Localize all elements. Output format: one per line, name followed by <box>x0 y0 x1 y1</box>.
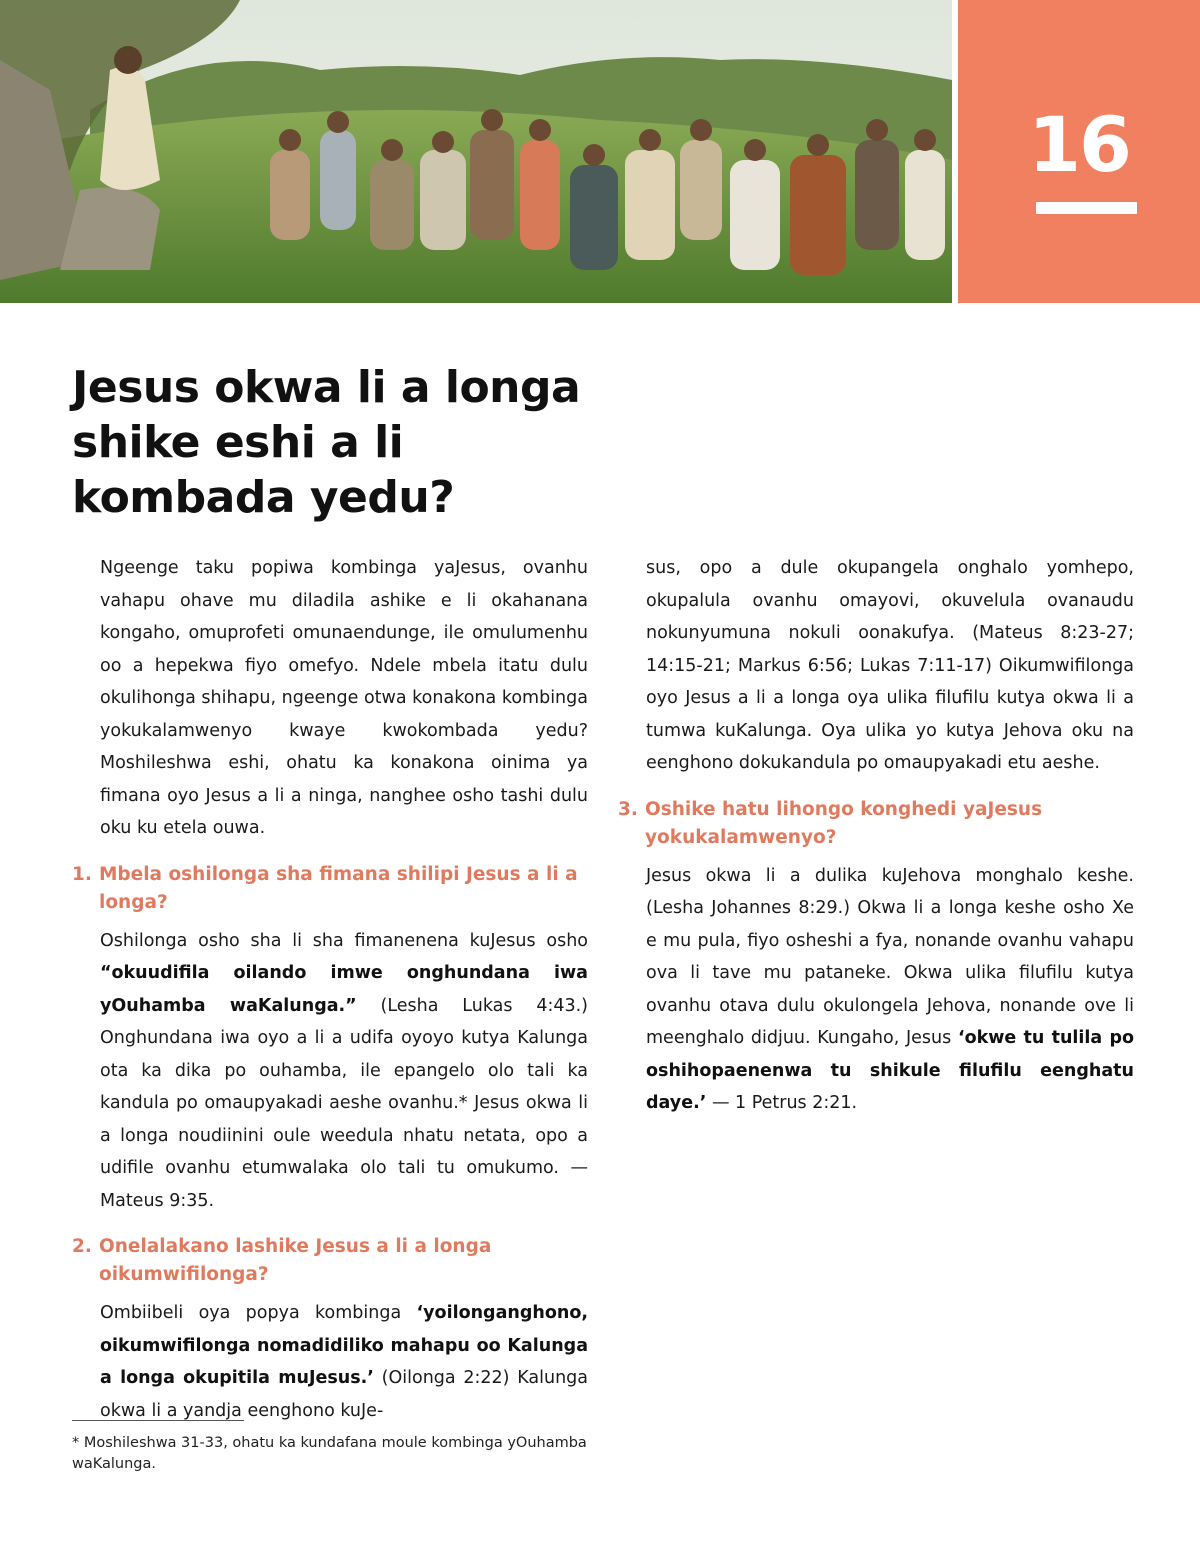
answer-1 <box>100 925 588 1218</box>
question-3 <box>618 796 1134 852</box>
answer-text: sus, opo a dule okupangela onghalo yomhepo, okupalula ovanhu omayovi, okuvelula ovanaudu nokunyumuna nokuli oonakufya. (Mateus 8:23-27; 14:15-21; Markus 6:56; Lukas 7:11-17) Oikumwifilonga oyo Jesus a li a longa oya ulika filufilu kutya okwa li a tumwa kuKalunga. Oya ulika yo kutya Jehova oku na eenghono dokukandula po omaupyakadi etu aeshe. <box>646 558 1134 773</box>
footnote: * Moshileshwa 31-33, ohatu ka kundafana moule kombinga yOuhamba waKalunga. <box>72 1435 587 1472</box>
header-photo <box>0 0 952 303</box>
answer-bold-quote: “okuudifila oilando imwe onghundana iwa yOuhamba waKalunga.” <box>100 963 588 1016</box>
question-text: Oshike hatu lihongo konghedi yaJesus yokukalamwenyo? <box>645 798 1043 848</box>
question-number: 3. <box>618 798 638 820</box>
jesus-teaching-crowd-illustration <box>0 0 952 303</box>
answer-text: Ombiibeli oya popya kombinga <box>100 1303 417 1323</box>
left-column <box>72 552 589 1427</box>
lesson-number-badge <box>958 0 1200 303</box>
answer-text: (Lesha Lukas 4:43.) Onghundana iwa oyo a li a udifa oyoyo kutya Kalunga ota ka dika po ouhamba, ile epangelo olo tali ka kandula po omaupyakadi aeshe ovanhu.* Jesus okwa li a longa noudiinini oule weedula nhatu netata, opo a udifile ovanhu etumwalaka olo tali tu omukumo. — Mateus 9:35. <box>100 995 589 1211</box>
answer-text: — 1 Petrus 2:21. <box>706 1093 858 1113</box>
answer-text: Jesus okwa li a dulika kuJehova monghalo keshe. (Lesha Johannes 8:29.) Okwa li a longa keshe osho Xe e mu pula, fiyo osheshi a fya, nonande ovanhu vahapu ova li tave mu pataneke. Okwa ulika filufilu kutya ovanhu otava dulu okulongela Jehova, nonande ove li meenghalo didjuu. Kungaho, Jesus <box>646 865 1134 1048</box>
answer-2-continued <box>646 552 1134 780</box>
footnote-divider <box>72 1420 244 1421</box>
right-column <box>618 552 1135 1120</box>
question-text: Onelalakano lashike Jesus a li a longa oikumwifilonga? <box>99 1236 492 1285</box>
question-1 <box>72 861 588 917</box>
question-number: 2. <box>72 1236 92 1257</box>
question-number: 1. <box>72 863 92 885</box>
lesson-number-underline <box>1036 202 1137 214</box>
answer-bold-quote: ‘okwe tu tulila po oshihopaenenwa tu shikule filufilu eenghatu daye.’ <box>646 1028 1135 1113</box>
answer-2-start <box>100 1297 588 1427</box>
answer-bold-quote: ‘yoilonganghono, oikumwifilonga nomadidiliko mahapu oo Kalunga a longa okupitila muJesus.’ <box>100 1303 588 1388</box>
answer-text: (Oilonga 2:22) Kalunga okwa li a yandja eenghono kuJe- <box>100 1368 588 1421</box>
answer-3 <box>646 860 1134 1120</box>
intro-paragraph: Ngeenge taku popiwa kombinga yaJesus, ovanhu vahapu ohave mu diladila ashike e li okahanana kongaho, omuprofeti omunaendunge, ile omulumenhu oo a hepekwa fiyo omefyo. Ndele mbela itatu dulu okulihonga shihapu, ngeenge otwa konakona kombinga yokukalamwenyo kwaye kwokombada yedu? Moshileshwa eshi, ohatu ka konakona oinima ya fimana oyo Jesus a li a ninga, nanghee osho tashi dulu oku ku etela ouwa. <box>100 558 588 838</box>
question-text: Mbela oshilonga sha fimana shilipi Jesus a li a longa? <box>99 863 578 913</box>
lesson-number: 16 <box>1028 100 1130 189</box>
question-2 <box>72 1233 588 1289</box>
lesson-title: Jesus okwa li a longa shike eshi a li kombada yedu? <box>72 362 581 523</box>
answer-text: Oshilonga osho sha li sha fimanenena kuJesus osho <box>100 930 588 951</box>
